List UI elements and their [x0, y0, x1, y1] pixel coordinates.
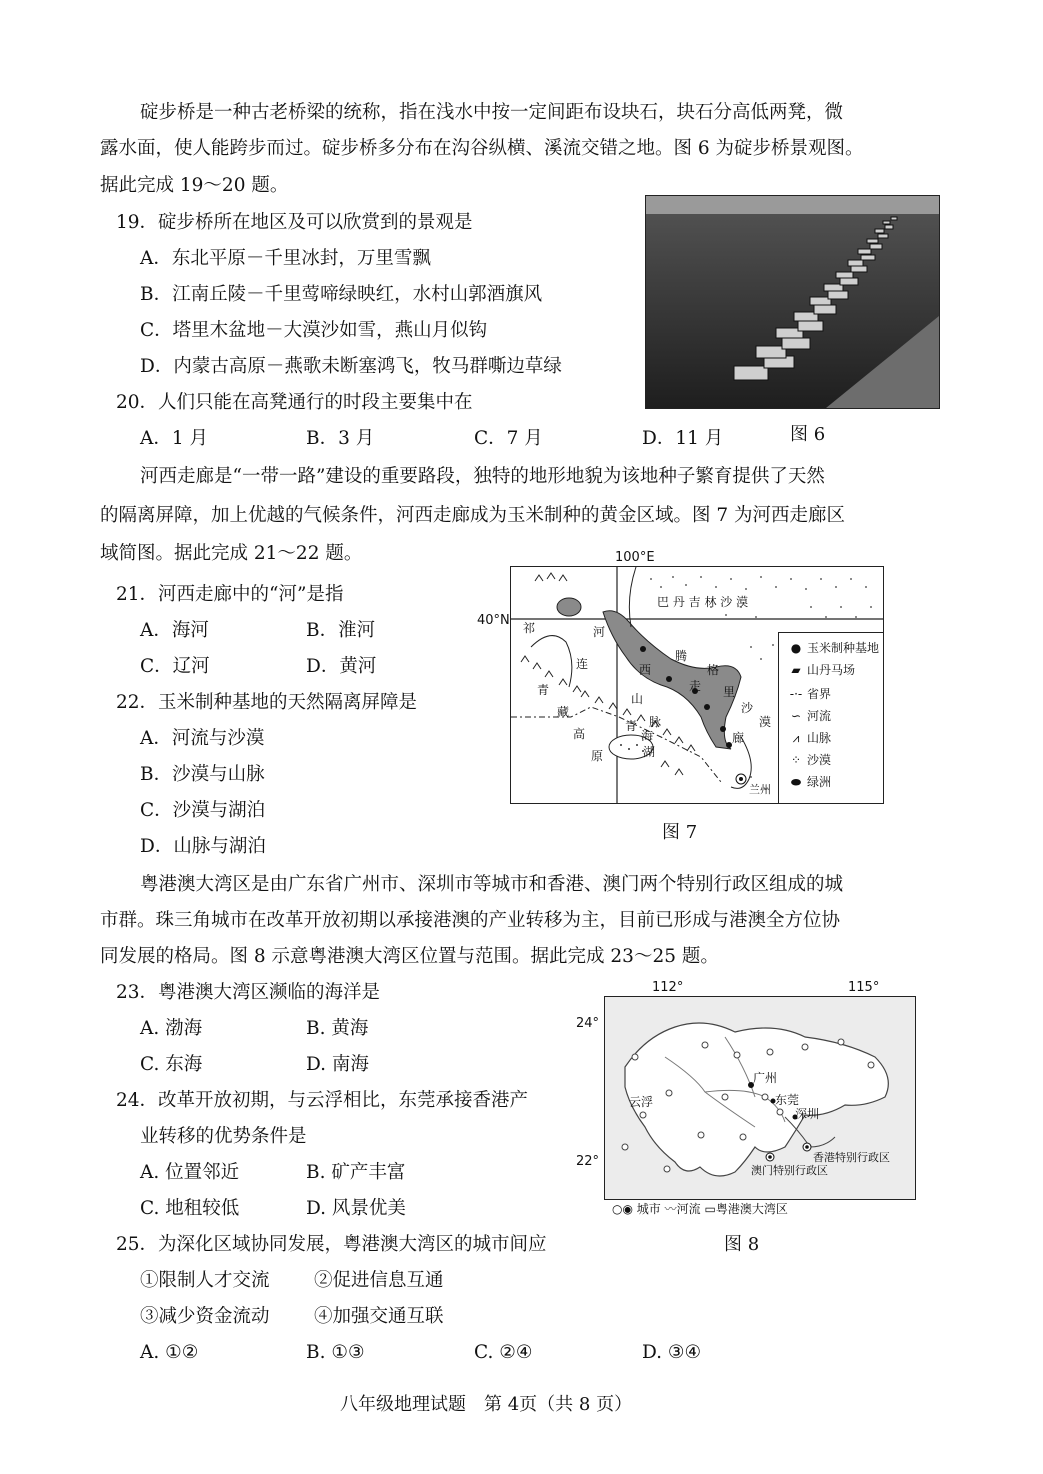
city-shenzhen: 深圳 — [795, 1107, 820, 1121]
q25-stem: 25．为深化区域协同发展，粤港澳大湾区的城市间应 — [116, 1234, 547, 1255]
map7-label-qing: 青 — [537, 683, 550, 697]
fig8-legend — [612, 1200, 788, 1217]
area-box-icon: ▭ — [704, 1202, 716, 1216]
fig8-lon1: 112° — [652, 980, 684, 995]
q24-stem-line2: 业转移的优势条件是 — [140, 1126, 307, 1147]
intro2-line3: 域简图。据此完成 21～22 题。 — [100, 543, 363, 564]
q25-item-3: ③减少资金流动 — [140, 1306, 270, 1327]
map7-label-hai: 海 — [641, 729, 654, 743]
map7-label-lang: 廊 — [732, 731, 745, 745]
city-dongguan: 东莞 — [775, 1093, 800, 1107]
q24-stem-line1: 24．改革开放初期，与云浮相比，东莞承接香港产 — [116, 1090, 529, 1111]
fig7-legend — [778, 632, 884, 804]
intro1-line3: 据此完成 19～20 题。 — [100, 175, 289, 196]
greater-bay-area-map — [604, 996, 916, 1200]
oasis-icon: ⬬ — [790, 775, 802, 789]
legend-corn-base: 玉米制种基地 — [807, 641, 880, 655]
legend-mountain: 山脉 — [807, 731, 832, 745]
fig8-caption: 图 8 — [724, 1234, 760, 1255]
q19-option-d[interactable]: D．内蒙古高原－燕歌未断塞鸿飞，牧马群嘶边草绿 — [140, 356, 562, 377]
q25-item-4: ④加强交通互联 — [314, 1306, 444, 1327]
q24-option-b[interactable]: B. 矿产丰富 — [306, 1162, 406, 1183]
mountain-icon: ⩘ — [792, 731, 800, 745]
q23-option-a[interactable]: A. 渤海 — [140, 1018, 203, 1039]
q23-stem: 23．粤港澳大湾区濒临的海洋是 — [116, 982, 381, 1003]
q19-option-c[interactable]: C．塔里木盆地－大漠沙如雪，燕山月似钩 — [140, 320, 488, 341]
q25-option-d[interactable]: D. ③④ — [642, 1342, 702, 1363]
q22-option-c[interactable]: C．沙漠与湖泊 — [140, 800, 266, 821]
fig8-lat2: 22° — [576, 1154, 600, 1169]
q19-stem: 19．碇步桥所在地区及可以欣赏到的景观是 — [116, 212, 473, 233]
legend-oasis: 绿洲 — [807, 775, 832, 789]
legend-river: 河流 — [676, 1202, 701, 1216]
intro1-line2: 露水面，使人能跨步而过。碇步桥多分布在沟谷纵横、溪流交错之地。图 6 为碇步桥景观图。 — [100, 138, 864, 159]
q25-option-b[interactable]: B. ①③ — [306, 1342, 365, 1363]
q23-option-c[interactable]: C. 东海 — [140, 1054, 203, 1075]
map7-label-gao: 高 — [573, 727, 586, 741]
map7-label-mai: 脉 — [649, 715, 662, 729]
map7-label-he: 河 — [593, 625, 606, 639]
fig8-lat1: 24° — [576, 1016, 600, 1031]
map7-label-shan: 山 — [631, 692, 644, 706]
intro2-line2: 的隔离屏障，加上优越的气候条件，河西走廊成为玉米制种的黄金区域。图 7 为河西走廊区 — [100, 505, 846, 526]
fig8-lon2: 115° — [848, 980, 880, 995]
q20-option-a[interactable]: A．1 月 — [140, 428, 209, 449]
q21-stem: 21．河西走廊中的“河”是指 — [116, 584, 344, 605]
map7-label-qinghai: 青 — [625, 719, 638, 733]
q21-option-d[interactable]: D．黄河 — [306, 656, 377, 677]
city-macau: 澳门特别行政区 — [751, 1164, 828, 1177]
city-guangzhou: 广州 — [753, 1071, 778, 1085]
river-icon: ∽ — [790, 709, 802, 723]
q19-option-b[interactable]: B．江南丘陵－千里莺啼绿映红，水村山郭酒旗风 — [140, 284, 543, 305]
fig7-lat-label: 40°N — [477, 613, 510, 628]
q19-option-a[interactable]: A．东北平原－千里冰封，万里雪飘 — [140, 248, 431, 269]
q21-option-b[interactable]: B．淮河 — [306, 620, 376, 641]
map7-label-qi: 祁 — [523, 621, 536, 635]
q23-option-d[interactable]: D. 南海 — [306, 1054, 369, 1075]
fig7-lon-label: 100°E — [615, 550, 655, 565]
legend-river: 河流 — [807, 709, 832, 723]
city-dot-icon: ○◉ — [612, 1202, 633, 1216]
intro1-line1: 碇步桥是一种古老桥梁的统称，指在浅水中按一定间距布设块石，块石分高低两凳，微 — [140, 102, 844, 123]
desert-label: 巴 丹 吉 林 沙 漠 — [657, 595, 749, 609]
q20-stem: 20．人们只能在高凳通行的时段主要集中在 — [116, 392, 473, 413]
q20-option-c[interactable]: C．7 月 — [474, 428, 543, 449]
map7-label-zou: 走 — [689, 679, 702, 693]
fig7-caption: 图 7 — [662, 822, 698, 843]
map7-label-ge: 格 — [707, 663, 720, 677]
map7-label-teng: 腾 — [675, 649, 688, 663]
map7-label-hu: 湖 — [643, 745, 656, 759]
intro3-line3: 同发展的格局。图 8 示意粤港澳大湾区位置与范围。据此完成 23～25 题。 — [100, 946, 719, 967]
q24-option-a[interactable]: A. 位置邻近 — [140, 1162, 240, 1183]
q25-option-a[interactable]: A. ①② — [140, 1342, 199, 1363]
q21-option-c[interactable]: C．辽河 — [140, 656, 210, 677]
q24-option-d[interactable]: D. 风景优美 — [306, 1198, 406, 1219]
q24-option-c[interactable]: C. 地租较低 — [140, 1198, 240, 1219]
legend-city: 城市 — [636, 1202, 661, 1216]
desert-dots-icon: ⁘ — [790, 753, 802, 767]
map7-label-mo: 漠 — [759, 715, 772, 729]
horse-farm-icon: ▰ — [791, 663, 801, 677]
river-line-icon: 〰 — [664, 1202, 677, 1216]
q22-option-d[interactable]: D．山脉与湖泊 — [140, 836, 266, 857]
stepping-stone-bridge-photo — [645, 195, 940, 409]
legend-desert: 沙漠 — [807, 753, 832, 767]
q25-item-2: ②促进信息互通 — [314, 1270, 444, 1291]
map7-label-li: 里 — [723, 685, 736, 699]
legend-horse-farm: 山丹马场 — [807, 663, 856, 677]
q20-option-b[interactable]: B．3 月 — [306, 428, 375, 449]
q23-option-b[interactable]: B. 黄海 — [306, 1018, 369, 1039]
map7-label-sha: 沙 — [741, 701, 754, 715]
q22-option-a[interactable]: A．河流与沙漠 — [140, 728, 265, 749]
intro2-line1: 河西走廊是“一带一路”建设的重要路段，独特的地形地貌为该地种子繁育提供了天然 — [140, 466, 825, 487]
q22-stem: 22．玉米制种基地的天然隔离屏障是 — [116, 692, 418, 713]
dot-icon: ● — [790, 641, 802, 655]
map7-label-yuan: 原 — [591, 749, 604, 763]
dashdot-icon: -·- — [789, 687, 803, 701]
city-hk: 香港特别行政区 — [813, 1151, 890, 1164]
q21-option-a[interactable]: A．海河 — [140, 620, 209, 641]
intro3-line2: 市群。珠三角城市在改革开放初期以承接港澳的产业转移为主，目前已形成与港澳全方位协 — [100, 910, 841, 931]
q25-option-c[interactable]: C. ②④ — [474, 1342, 533, 1363]
map7-label-lanzhou: 兰州 — [749, 783, 771, 796]
q20-option-d[interactable]: D．11 月 — [642, 428, 724, 449]
q25-item-1: ①限制人才交流 — [140, 1270, 270, 1291]
page-footer: 八年级地理试题 第 4页（共 8 页） — [340, 1394, 633, 1415]
legend-boundary: 省界 — [807, 687, 832, 701]
fig6-caption: 图 6 — [790, 424, 826, 445]
intro3-line1: 粤港澳大湾区是由广东省广州市、深圳市等城市和香港、澳门两个特别行政区组成的城 — [140, 874, 844, 895]
map7-label-xi: 西 — [639, 663, 652, 677]
legend-area: 粤港澳大湾区 — [715, 1202, 788, 1216]
map7-label-zang: 藏 — [557, 705, 570, 719]
q22-option-b[interactable]: B．沙漠与山脉 — [140, 764, 265, 785]
city-yunfu: 云浮 — [629, 1095, 654, 1109]
map7-label-lian: 连 — [576, 657, 589, 671]
